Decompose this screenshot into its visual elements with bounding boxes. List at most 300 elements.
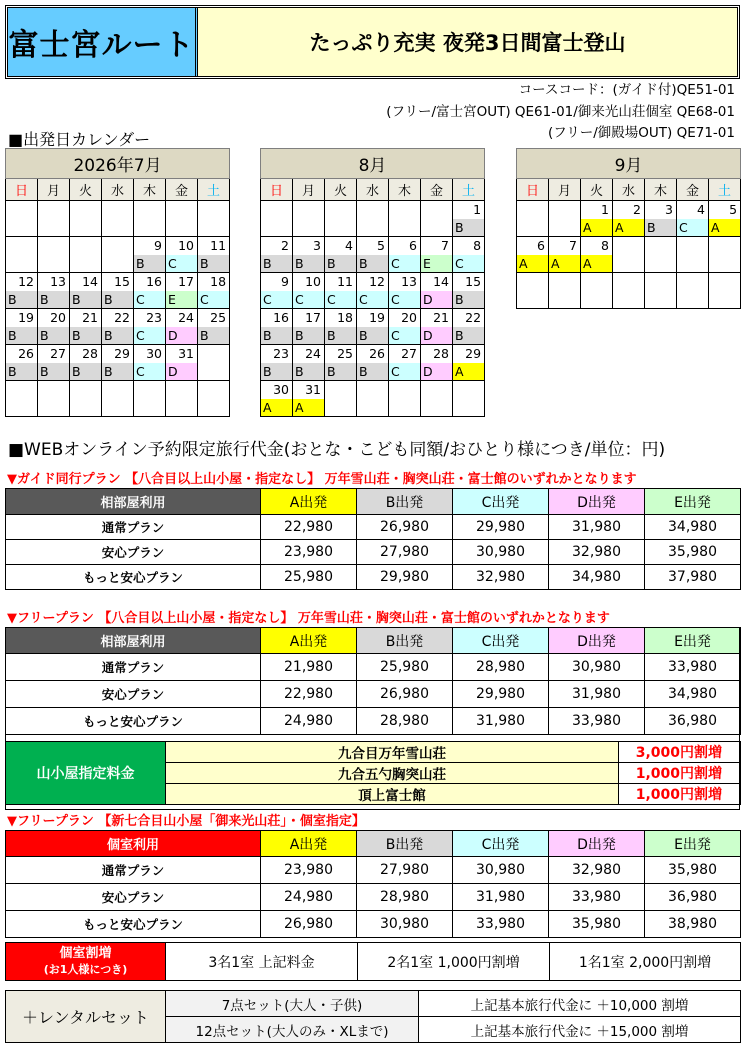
calendar-day[interactable] [38, 345, 70, 381]
weekday-header: 木 [389, 179, 421, 201]
price-cell: 32,980 [453, 565, 549, 590]
departure-level: E [421, 255, 452, 272]
price-cell: 34,980 [645, 681, 741, 708]
departure-level: B [293, 327, 324, 344]
departure-level: B [102, 291, 133, 308]
price-cell: 37,980 [645, 565, 741, 590]
price-cell: 22,980 [261, 681, 357, 708]
calendar-day[interactable] [389, 345, 421, 381]
calendar-day-empty [677, 237, 709, 273]
price-cell: 34,980 [549, 565, 645, 590]
departure-level: B [102, 327, 133, 344]
plan-name: もっと安心プラン [6, 708, 261, 735]
day-number: 5 [729, 202, 738, 217]
departure-level: D [421, 327, 452, 344]
price-cell: 34,980 [645, 515, 741, 540]
day-number: 18 [210, 274, 227, 289]
calendar-day[interactable] [357, 345, 389, 381]
calendar-day-empty [389, 201, 421, 237]
calendar-day[interactable] [6, 345, 38, 381]
day-number: 18 [337, 310, 353, 325]
weekday-header: 土 [198, 179, 230, 201]
departure-column-header: B出発 [357, 489, 453, 515]
price-cell: 32,980 [549, 857, 645, 884]
price-cell: 38,980 [645, 911, 741, 938]
calendar-day-empty [709, 273, 741, 309]
day-number: 31 [178, 346, 194, 361]
price-cell: 28,980 [357, 708, 453, 735]
day-number: 27 [401, 346, 417, 361]
price-cell: 35,980 [645, 857, 741, 884]
room-type-header: 個室利用 [6, 831, 261, 857]
departure-column-header: E出発 [645, 489, 741, 515]
departure-level: A [293, 399, 324, 416]
calendar-day-empty [453, 381, 485, 417]
price-cell: 32,980 [549, 540, 645, 565]
departure-level: B [453, 291, 484, 308]
calendar-day[interactable] [293, 273, 325, 309]
weekday-header: 月 [293, 179, 325, 201]
departure-level: B [6, 291, 37, 308]
weekday-header: 水 [102, 179, 134, 201]
calendar-day[interactable] [166, 309, 198, 345]
price-cell: 21,980 [261, 654, 357, 681]
calendar-day-empty [581, 273, 613, 309]
calendar-day[interactable] [70, 309, 102, 345]
departure-column-header: D出発 [549, 628, 645, 654]
weekday-header: 土 [453, 179, 485, 201]
day-number: 23 [146, 310, 162, 325]
calendar-month-title: 9月 [517, 149, 741, 179]
calendar-day[interactable] [325, 345, 357, 381]
weekday-header: 木 [645, 179, 677, 201]
day-number: 3 [313, 238, 321, 253]
calendar-day[interactable] [70, 273, 102, 309]
day-number: 7 [441, 238, 449, 253]
price-cell: 31,980 [453, 708, 549, 735]
day-number: 27 [50, 346, 66, 361]
departure-level: C [389, 363, 420, 380]
calendar-day[interactable] [453, 273, 485, 309]
day-number: 2 [281, 238, 289, 253]
price-cell: 22,980 [261, 515, 357, 540]
departure-level: A [581, 219, 612, 236]
rental-price: 上記基本旅行代金に ＋15,000 割増 [419, 1017, 741, 1043]
plan-name: 通常プラン [6, 857, 261, 884]
departure-level: C [389, 327, 420, 344]
rental-label: ＋レンタルセット [6, 991, 166, 1043]
weekday-header: 火 [70, 179, 102, 201]
calendar-day-empty [549, 273, 581, 309]
calendar-day[interactable] [677, 201, 709, 237]
calendar-day[interactable] [453, 201, 485, 237]
web-price-heading: ■WEBオンライン予約限定旅行代金(おとな・こども同額/おひとり様につき/単位：円) [8, 440, 666, 460]
calendar-day[interactable] [198, 273, 230, 309]
hut-fee-label: 山小屋指定料金 [6, 742, 166, 805]
calendar-day-empty [325, 381, 357, 417]
calendar-day-empty [198, 201, 230, 237]
calendar-day[interactable] [421, 345, 453, 381]
calendar-month-title: 2026年7月 [6, 149, 230, 179]
day-number: 28 [433, 346, 449, 361]
day-number: 19 [18, 310, 34, 325]
calendar-day-empty [645, 273, 677, 309]
price-cell: 36,980 [645, 708, 741, 735]
calendar-day[interactable] [261, 237, 293, 273]
plan-name: 安心プラン [6, 681, 261, 708]
calendar-day-empty [421, 201, 453, 237]
calendar-day[interactable] [453, 309, 485, 345]
departure-level: B [261, 327, 292, 344]
course-codes [386, 80, 735, 145]
day-number: 12 [18, 274, 34, 289]
departure-column-header: E出発 [645, 831, 741, 857]
price-cell: 28,980 [453, 654, 549, 681]
room-type-header: 相部屋利用 [6, 489, 261, 515]
weekday-header: 金 [677, 179, 709, 201]
calendar-day-empty [38, 237, 70, 273]
day-number: 2 [633, 202, 641, 217]
price-cell: 28,980 [357, 884, 453, 911]
weekday-header: 水 [357, 179, 389, 201]
departure-level: B [102, 363, 133, 380]
calendar-day[interactable] [421, 273, 453, 309]
departure-level: C [677, 219, 708, 236]
calendar-day[interactable] [293, 345, 325, 381]
calendar-day[interactable] [261, 345, 293, 381]
day-number: 26 [18, 346, 34, 361]
calendar-day[interactable] [453, 237, 485, 273]
price-cell: 31,980 [549, 681, 645, 708]
day-number: 17 [178, 274, 194, 289]
private-surcharge-table [5, 942, 741, 981]
hut-name: 九合五勺胸突山荘 [166, 763, 619, 784]
departure-level: B [357, 327, 388, 344]
calendar-day[interactable] [613, 201, 645, 237]
free-plan-heading: ▼フリープラン 【八合目以上山小屋・指定なし】 万年雪山荘・胸突山荘・富士館のいずれかとなります [7, 611, 610, 626]
weekday-header: 火 [325, 179, 357, 201]
calendar-day-empty [198, 345, 230, 381]
calendar-day[interactable] [325, 273, 357, 309]
calendar-day[interactable] [421, 237, 453, 273]
weekday-header: 日 [6, 179, 38, 201]
departure-level: A [261, 399, 292, 416]
departure-level: B [453, 327, 484, 344]
calendar-day[interactable] [709, 201, 741, 237]
departure-level: B [198, 255, 229, 272]
hut-fee-table [5, 741, 741, 805]
calendar-day[interactable] [581, 237, 613, 273]
departure-level: A [453, 363, 484, 380]
day-number: 31 [305, 382, 321, 397]
day-number: 6 [537, 238, 545, 253]
departure-level: B [261, 255, 292, 272]
price-cell: 26,980 [357, 681, 453, 708]
departure-level: A [709, 219, 740, 236]
departure-column-header: A出発 [261, 489, 357, 515]
departure-column-header: A出発 [261, 831, 357, 857]
day-number: 16 [146, 274, 162, 289]
weekday-header: 日 [517, 179, 549, 201]
day-number: 10 [178, 238, 194, 253]
calendar-day[interactable] [389, 273, 421, 309]
calendar-day[interactable] [102, 273, 134, 309]
calendar-day[interactable] [166, 273, 198, 309]
calendar-day[interactable] [293, 381, 325, 417]
calendar-day-empty [357, 381, 389, 417]
price-cell: 29,980 [453, 515, 549, 540]
departure-column-header: B出発 [357, 831, 453, 857]
day-number: 16 [273, 310, 289, 325]
calendar-day[interactable] [6, 309, 38, 345]
calendar-day-empty [166, 201, 198, 237]
rental-item: 12点セット(大人のみ・XLまで) [166, 1017, 419, 1043]
calendar-month [516, 148, 741, 309]
price-cell: 30,980 [357, 911, 453, 938]
plan-name: もっと安心プラン [6, 565, 261, 590]
calendar-day-empty [102, 237, 134, 273]
calendar-day[interactable] [325, 237, 357, 273]
calendar-day[interactable] [549, 237, 581, 273]
course-code-line: (フリー/御殿場OUT) QE71-01 [548, 125, 735, 141]
weekday-header: 金 [421, 179, 453, 201]
day-number: 29 [114, 346, 130, 361]
calendar-day[interactable] [357, 309, 389, 345]
guide-plan-heading: ▼ガイド同行プラン 【八合目以上山小屋・指定なし】 万年雪山荘・胸突山荘・富士館のいずれかとなります [7, 472, 637, 487]
weekday-header: 土 [709, 179, 741, 201]
hut-name: 九合目万年雪山荘 [166, 742, 619, 763]
day-number: 12 [369, 274, 385, 289]
calendar-day-empty [70, 381, 102, 417]
private-surcharge-note: (お1人様につき) [43, 962, 128, 976]
private-plan-heading: ▼フリープラン 【新七合目山小屋「御来光山荘」・個室指定】 [7, 814, 365, 829]
calendar-day[interactable] [357, 273, 389, 309]
weekday-header: 月 [549, 179, 581, 201]
calendar-day[interactable] [198, 237, 230, 273]
private-plan-price-table [5, 830, 741, 938]
day-number: 1 [601, 202, 609, 217]
day-number: 25 [337, 346, 353, 361]
departure-level: B [70, 363, 101, 380]
price-cell: 31,980 [453, 884, 549, 911]
private-surcharge-label [6, 943, 166, 981]
departure-column-header: A出発 [261, 628, 357, 654]
rental-set-table [5, 990, 741, 1043]
day-number: 20 [50, 310, 66, 325]
day-number: 3 [665, 202, 673, 217]
calendar-day[interactable] [38, 273, 70, 309]
calendar-day[interactable] [102, 345, 134, 381]
price-cell: 23,980 [261, 857, 357, 884]
day-number: 4 [697, 202, 705, 217]
calendar-day[interactable] [357, 237, 389, 273]
calendar-day-empty [261, 201, 293, 237]
departure-level: A [581, 255, 612, 272]
day-number: 13 [50, 274, 66, 289]
room-option: 1名1室 2,000円割増 [550, 943, 741, 981]
day-number: 4 [345, 238, 353, 253]
plan-name: 安心プラン [6, 540, 261, 565]
departure-level: D [166, 327, 197, 344]
calendar-month [5, 148, 230, 417]
departure-level: C [198, 291, 229, 308]
day-number: 9 [281, 274, 289, 289]
calendar-day[interactable] [421, 309, 453, 345]
calendar-day[interactable] [389, 309, 421, 345]
guide-plan-price-table [5, 488, 741, 590]
departure-level: B [6, 327, 37, 344]
price-cell: 36,980 [645, 884, 741, 911]
day-number: 21 [433, 310, 449, 325]
calendar-day-empty [389, 381, 421, 417]
calendar-day-empty [325, 201, 357, 237]
plan-name: もっと安心プラン [6, 911, 261, 938]
plan-name: 安心プラン [6, 884, 261, 911]
calendar-day-empty [6, 381, 38, 417]
calendar-day-empty [517, 201, 549, 237]
calendar-day[interactable] [38, 309, 70, 345]
calendar-day-empty [357, 201, 389, 237]
price-cell: 27,980 [357, 857, 453, 884]
calendar-day[interactable] [261, 273, 293, 309]
calendar-day-empty [549, 201, 581, 237]
calendar-day-empty [6, 201, 38, 237]
room-type-header: 相部屋利用 [6, 628, 261, 654]
calendar-day[interactable] [293, 237, 325, 273]
departure-level: C [293, 291, 324, 308]
tour-title: たっぷり充実 夜発3日間富士登山 [198, 8, 737, 76]
calendar-day-empty [613, 237, 645, 273]
departure-level: C [134, 327, 165, 344]
day-number: 13 [401, 274, 417, 289]
price-cell: 30,980 [549, 654, 645, 681]
plan-name: 通常プラン [6, 515, 261, 540]
price-cell: 29,980 [453, 681, 549, 708]
calendar-day[interactable] [166, 345, 198, 381]
price-cell: 24,980 [261, 708, 357, 735]
day-number: 24 [178, 310, 194, 325]
price-cell: 30,980 [453, 540, 549, 565]
day-number: 24 [305, 346, 321, 361]
departure-level: E [166, 291, 197, 308]
departure-level: A [613, 219, 644, 236]
departure-level: B [645, 219, 676, 236]
calendar-day-empty [134, 201, 166, 237]
page-header [5, 5, 740, 79]
calendar-day[interactable] [134, 309, 166, 345]
day-number: 1 [473, 202, 482, 217]
calendar-day[interactable] [581, 201, 613, 237]
price-cell: 31,980 [549, 515, 645, 540]
calendar-day[interactable] [6, 273, 38, 309]
departure-level: C [166, 255, 197, 272]
day-number: 30 [273, 382, 289, 397]
day-number: 25 [210, 310, 227, 325]
calendar-day[interactable] [134, 345, 166, 381]
departure-column-header: D出発 [549, 489, 645, 515]
calendar-day[interactable] [102, 309, 134, 345]
day-number: 11 [337, 274, 353, 289]
day-number: 14 [433, 274, 449, 289]
calendar-day[interactable] [293, 309, 325, 345]
calendar-day-empty [198, 381, 230, 417]
price-cell: 26,980 [357, 515, 453, 540]
day-number: 8 [601, 238, 609, 253]
departure-column-header: C出発 [453, 628, 549, 654]
departure-column-header: D出発 [549, 831, 645, 857]
calendar-day-empty [38, 201, 70, 237]
day-number: 14 [82, 274, 98, 289]
day-number: 6 [409, 238, 417, 253]
departure-column-header: E出発 [645, 628, 741, 654]
departure-level: B [70, 327, 101, 344]
day-number: 26 [369, 346, 385, 361]
day-number: 5 [377, 238, 385, 253]
private-surcharge-title: 個室割増 [59, 945, 112, 961]
price-cell: 25,980 [261, 565, 357, 590]
departure-level: B [6, 363, 37, 380]
calendar-day-empty [613, 273, 645, 309]
calendar-day[interactable] [198, 309, 230, 345]
calendar-day[interactable] [134, 237, 166, 273]
course-code-line: コースコード：(ガイド付)QE51-01 [518, 82, 735, 98]
calendar-day[interactable] [261, 381, 293, 417]
calendar-day-empty [70, 201, 102, 237]
departure-level: B [261, 363, 292, 380]
day-number: 22 [465, 310, 482, 325]
calendar-day-empty [6, 237, 38, 273]
calendar-month-title: 8月 [261, 149, 485, 179]
calendar-day-empty [134, 381, 166, 417]
departure-level: B [70, 291, 101, 308]
weekday-header: 水 [613, 179, 645, 201]
room-option: 2名1室 1,000円割増 [358, 943, 550, 981]
departure-column-header: C出発 [453, 489, 549, 515]
departure-level: C [134, 363, 165, 380]
weekday-header: 月 [38, 179, 70, 201]
price-cell: 27,980 [357, 540, 453, 565]
departure-column-header: B出発 [357, 628, 453, 654]
weekday-header: 金 [166, 179, 198, 201]
price-cell: 35,980 [549, 911, 645, 938]
calendar-day[interactable] [166, 237, 198, 273]
calendar-day[interactable] [70, 345, 102, 381]
calendar-day[interactable] [453, 345, 485, 381]
day-number: 8 [473, 238, 482, 253]
calendar-day[interactable] [645, 201, 677, 237]
departure-level: B [293, 255, 324, 272]
price-cell: 33,980 [549, 884, 645, 911]
price-cell: 26,980 [261, 911, 357, 938]
departure-level: C [389, 255, 420, 272]
weekday-header: 日 [261, 179, 293, 201]
calendar-day[interactable] [261, 309, 293, 345]
calendar-day[interactable] [517, 237, 549, 273]
calendar-day[interactable] [389, 237, 421, 273]
calendar-day[interactable] [134, 273, 166, 309]
departure-level: C [453, 255, 484, 272]
calendar-day[interactable] [325, 309, 357, 345]
course-code-line: (フリー/富士宮OUT) QE61-01/御来光山荘個室 QE68-01 [386, 103, 735, 120]
plan-name: 通常プラン [6, 654, 261, 681]
departure-level: A [549, 255, 580, 272]
departure-level: B [38, 363, 69, 380]
departure-level: B [38, 291, 69, 308]
price-cell: 24,980 [261, 884, 357, 911]
departure-level: B [357, 363, 388, 380]
departure-level: C [134, 291, 165, 308]
day-number: 9 [154, 238, 162, 253]
